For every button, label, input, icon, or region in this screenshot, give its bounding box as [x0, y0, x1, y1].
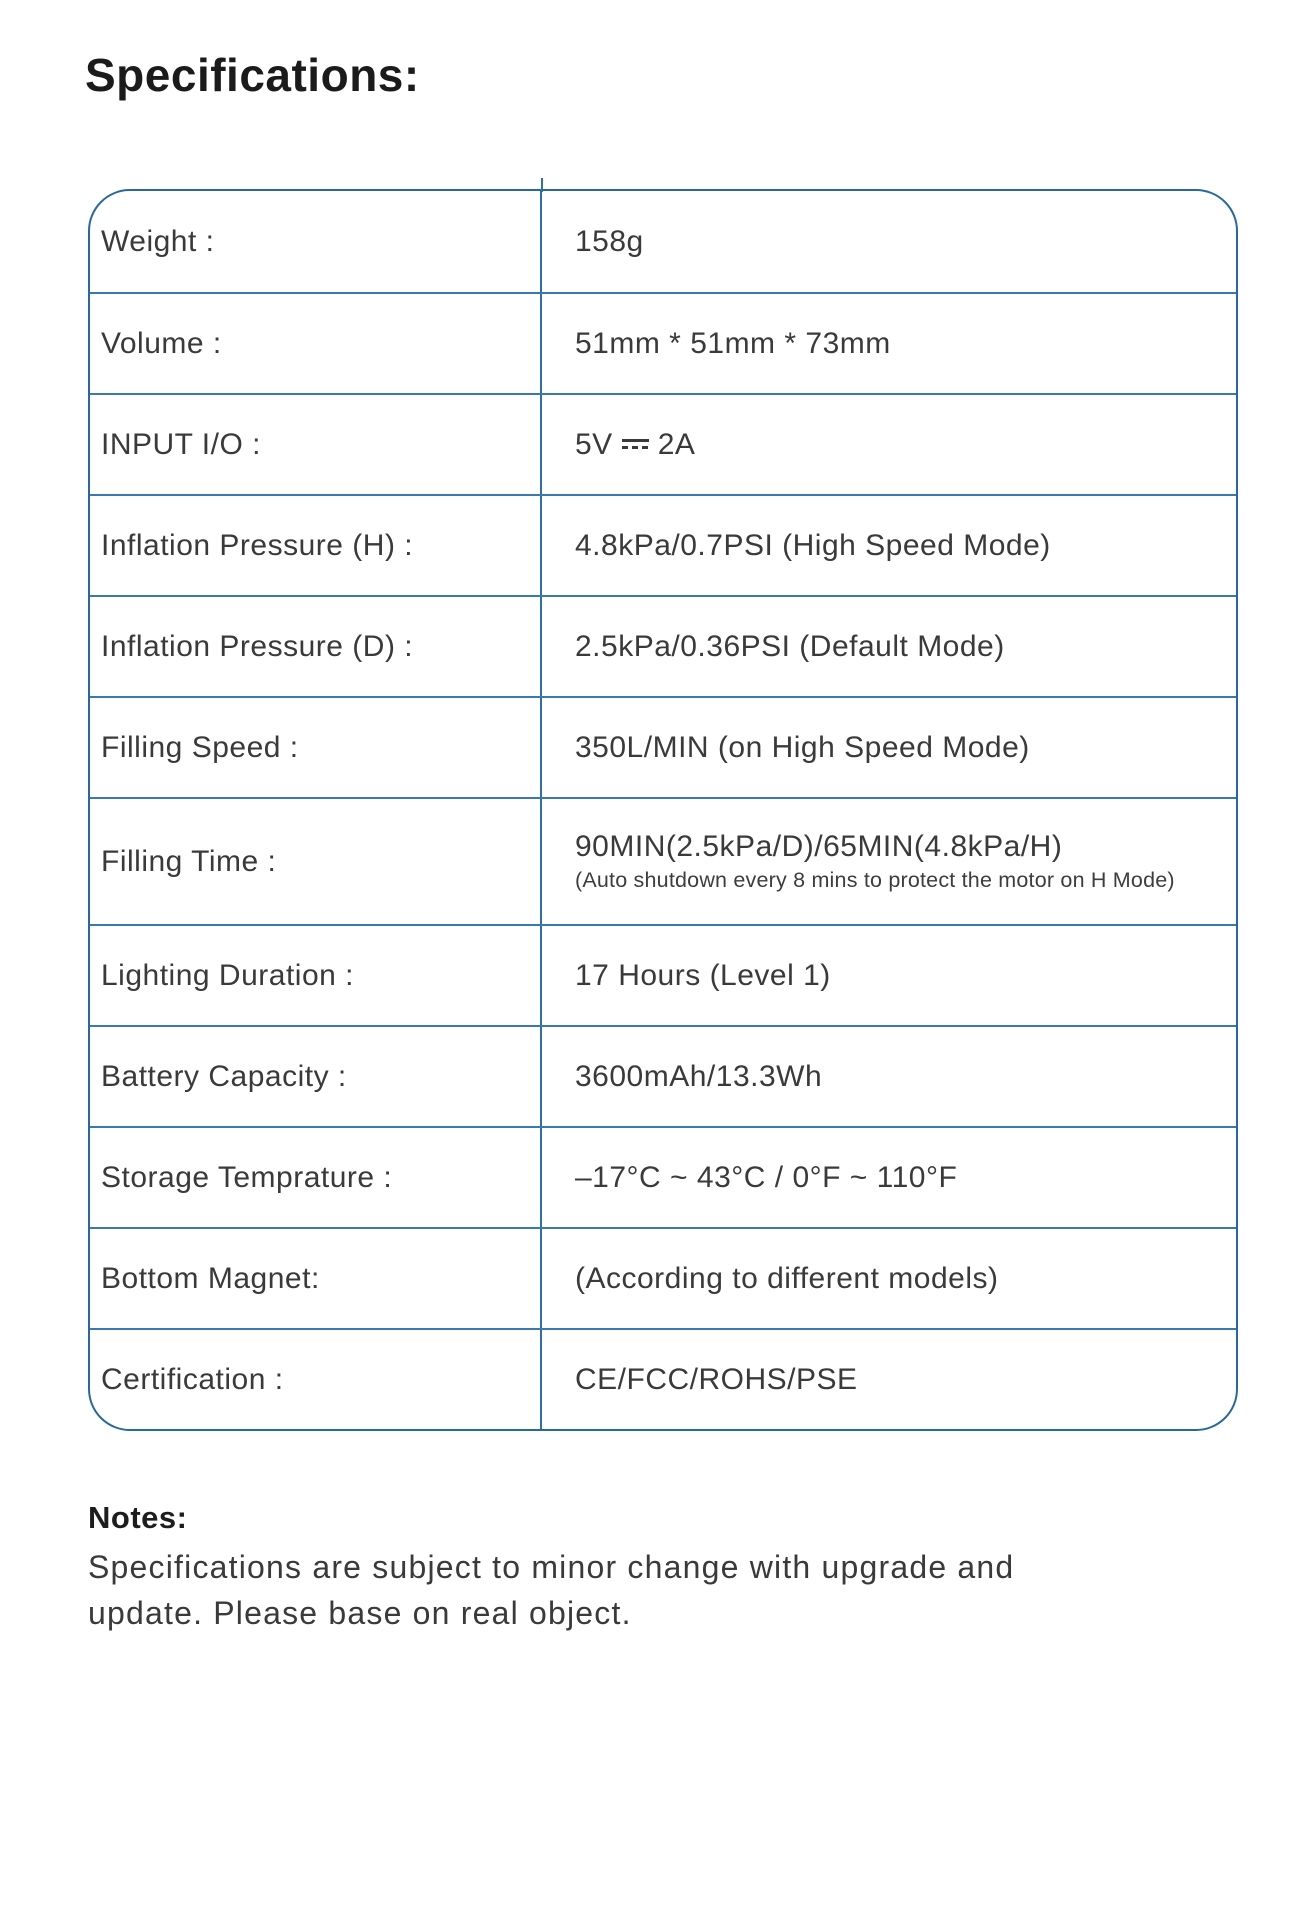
notes-line: Specifications are subject to minor change with upgrade and [88, 1549, 1015, 1585]
spec-label: Inflation Pressure (H) : [101, 528, 414, 562]
input-current-text: 2A [657, 427, 696, 461]
spec-label: Weight : [101, 224, 215, 258]
spec-value: 51mm * 51mm * 73mm [540, 294, 1236, 393]
spec-row-bottom-magnet [90, 1227, 1236, 1328]
spec-label: Filling Speed : [101, 730, 299, 764]
spec-value [540, 395, 1236, 494]
notes-heading: Notes: [88, 1500, 188, 1535]
page-title: Specifications: [85, 49, 420, 101]
spec-row-weight [90, 191, 1236, 292]
notes-line: update. Please base on real object. [88, 1595, 632, 1631]
spec-row-input-io [90, 393, 1236, 494]
spec-value: 3600mAh/13.3Wh [540, 1027, 1236, 1126]
spec-label: Certification : [101, 1362, 284, 1396]
spec-row-inflation-pressure-d [90, 595, 1236, 696]
spec-row-battery-capacity [90, 1025, 1236, 1126]
spec-row-storage-temperature [90, 1126, 1236, 1227]
spec-label: Lighting Duration : [101, 958, 354, 992]
spec-row-volume [90, 292, 1236, 393]
spec-row-filling-speed [90, 696, 1236, 797]
spec-label: Bottom Magnet: [101, 1261, 320, 1295]
notes-body [88, 1544, 1248, 1636]
spec-label: Filling Time : [101, 844, 277, 878]
dc-voltage-icon [622, 438, 649, 451]
spec-label: Volume : [101, 326, 222, 360]
spec-row-lighting-duration [90, 924, 1236, 1025]
spec-value [540, 799, 1236, 924]
spec-row-certification [90, 1328, 1236, 1429]
spec-label: Storage Temprature : [101, 1160, 393, 1194]
spec-value: –17°C ~ 43°C / 0°F ~ 110°F [540, 1128, 1236, 1227]
spec-value: 350L/MIN (on High Speed Mode) [540, 698, 1236, 797]
spec-table [88, 189, 1238, 1431]
spec-value: 158g [540, 191, 1236, 292]
spec-row-inflation-pressure-h [90, 494, 1236, 595]
filling-time-note: (Auto shutdown every 8 mins to protect the motor on H Mode) [575, 868, 1175, 892]
spec-row-filling-time [90, 797, 1236, 924]
spec-value: 2.5kPa/0.36PSI (Default Mode) [540, 597, 1236, 696]
spec-value: CE/FCC/ROHS/PSE [540, 1330, 1236, 1429]
filling-time-value: 90MIN(2.5kPa/D)/65MIN(4.8kPa/H) [575, 830, 1063, 863]
column-divider-overshoot [541, 178, 543, 192]
input-voltage-text: 5V [575, 427, 613, 461]
spec-label: INPUT I/O : [101, 427, 261, 461]
spec-value: (According to different models) [540, 1229, 1236, 1328]
spec-value: 17 Hours (Level 1) [540, 926, 1236, 1025]
spec-label: Battery Capacity : [101, 1059, 347, 1093]
spec-value: 4.8kPa/0.7PSI (High Speed Mode) [540, 496, 1236, 595]
notes-section [88, 1500, 1248, 1636]
spec-label: Inflation Pressure (D) : [101, 629, 414, 663]
